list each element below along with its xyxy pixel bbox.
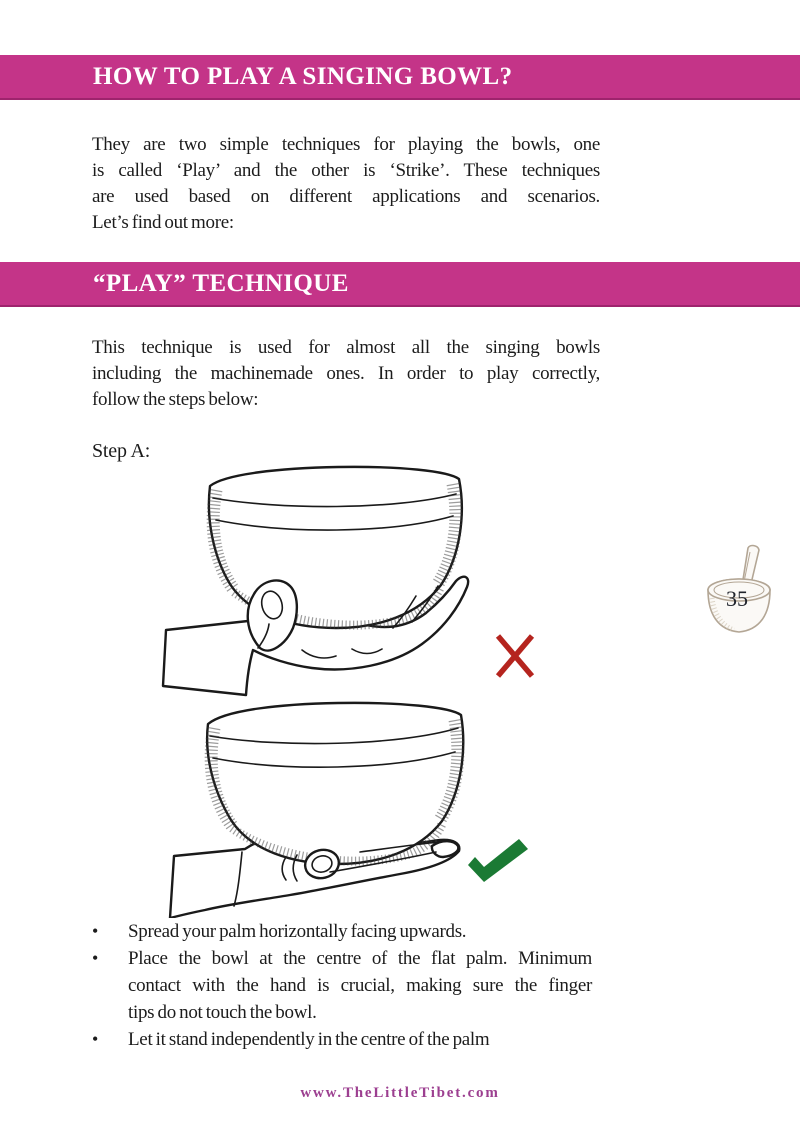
intro-paragraph [92, 132, 600, 236]
section-title: “PLAY” TECHNIQUE [93, 270, 349, 297]
text-line: tips do not touch the bowl. [128, 1002, 317, 1023]
text-line: is called ‘Play’ and the other is ‘Strike’. These techniques [92, 160, 600, 181]
bullet-marker: • [92, 921, 99, 941]
bullet-item [92, 918, 592, 945]
text-line: Let it stand independently in the centre of the palm [128, 1029, 490, 1050]
step-label: Step A: [92, 440, 151, 462]
text-line: including the machinemade ones. In order to play correctly, [92, 363, 600, 384]
text-line: Place the bowl at the centre of the flat palm. Minimum [128, 948, 592, 969]
text-line: follow the steps below: [92, 389, 259, 410]
technique-banner [0, 262, 800, 307]
text-line: Let’s find out more: [92, 212, 234, 233]
bullet-item [92, 945, 592, 1026]
text-line: They are two simple techniques for playing the bowls, one [92, 134, 600, 155]
figure-correct-hold [150, 694, 570, 923]
page-number-badge [702, 542, 778, 644]
bullet-marker: • [92, 948, 99, 968]
technique-paragraph [92, 335, 600, 413]
cross-mark-icon [494, 631, 536, 681]
bullet-item [92, 1026, 592, 1053]
text-line: are used based on different applications and scenarios. [92, 186, 600, 207]
page-number: 35 [726, 586, 748, 611]
page-title: HOW TO PLAY A SINGING BOWL? [93, 63, 513, 90]
text-line: This technique is used for almost all the singing bowls [92, 337, 600, 358]
bullet-list [92, 918, 592, 1053]
page-footer [0, 1084, 800, 1102]
text-line: Spread your palm horizontally facing upwards. [128, 921, 467, 942]
text-line: contact with the hand is crucial, making sure the finger [128, 975, 592, 996]
title-banner [0, 55, 800, 100]
bullet-text [128, 945, 592, 1026]
bowl-on-flat-palm-illustration [150, 694, 570, 918]
check-mark-icon [466, 838, 530, 884]
bullet-text [128, 1026, 592, 1053]
footer-link[interactable]: www.TheLittleTibet.com [300, 1085, 500, 1101]
bullet-text [128, 918, 592, 945]
bullet-marker: • [92, 1029, 99, 1049]
